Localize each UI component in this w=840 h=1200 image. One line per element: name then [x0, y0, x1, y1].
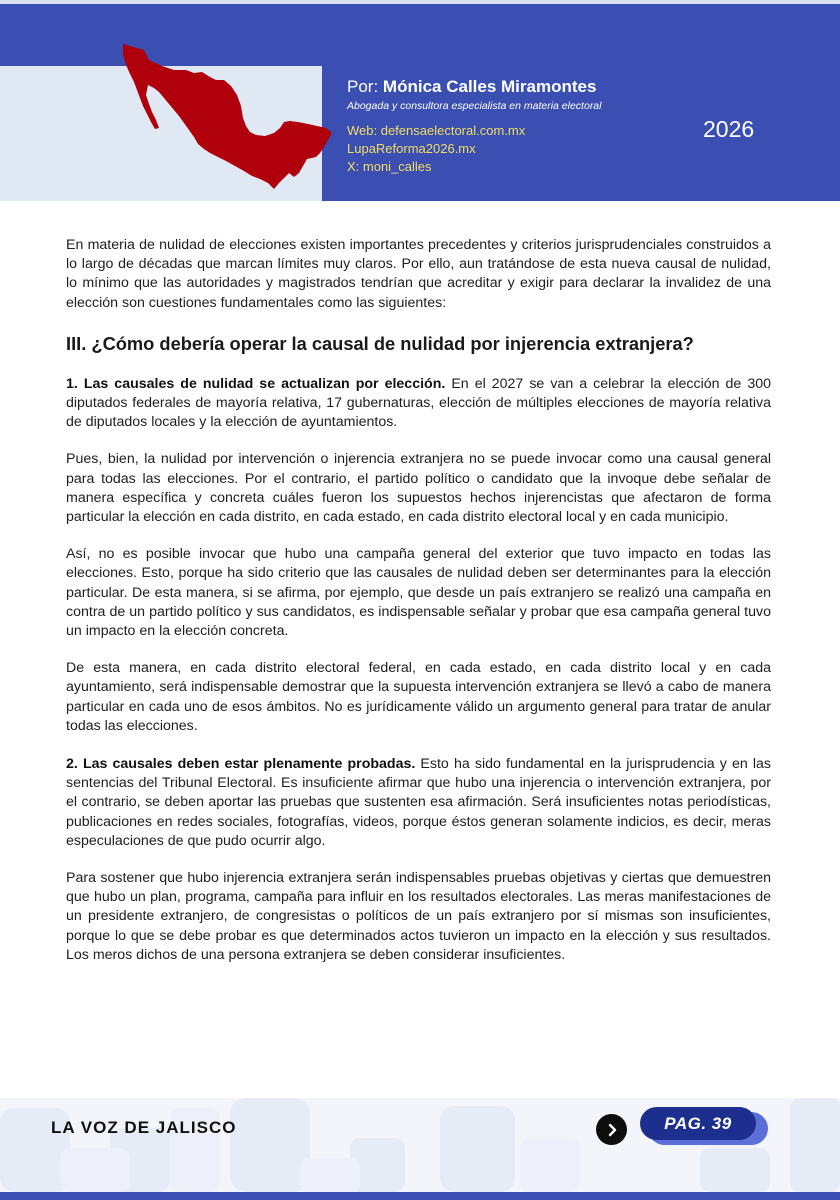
author-subtitle: Abogada y consultora especialista en materia electoral	[347, 100, 602, 112]
section-heading: III. ¿Cómo debería operar la causal de nulidad por injerencia extranjera?	[66, 332, 694, 354]
page-number-badge	[640, 1107, 756, 1140]
paragraph-3: Así, no es posible invocar que hubo una campaña general del exterior que tuvo impacto en todas las elecciones. Esto, porque ha sido criterio que las causales de nulidad deben ser determinantes para la elección particular. De esta manera, si se afirma, por ejemplo, que desde un país extranjero se realizó una campaña en contra de un partido político y sus candidatos, es indispensable señalar y probar que esa campaña general tuvo un impacto en la elección concreta.	[66, 546, 771, 640]
paragraph-6: Para sostener que hubo injerencia extranjera serán indispensables pruebas objetivas y ciertas que demuestren que hubo un plan, programa, campaña para influir en los resultados electorales. Las meras manifestaciones de un presidente extranjero, de congresistas o políticos de un país extranjero por sí mismas son insuficientes, porque lo que se debe probar es que determinados actos tuvieron un impacto en la elección y sus resultados. Los meros dichos de una persona extranjera se deben considerar insuficientes.	[66, 870, 771, 963]
paragraph-4: De esta manera, en cada distrito electoral federal, en cada estado, en cada distrito local y en cada ayuntamiento, será indispensable demostrar que la supuesta intervención extranjera se llevó a cabo de manera particular en cada uno de esos ámbitos. No es jurídicamente válido un argumento general para tratar de anular todas las elecciones.	[66, 660, 771, 734]
author-byline	[347, 76, 677, 98]
magazine-name: LA VOZ DE JALISCO	[51, 1118, 237, 1137]
intro-paragraph: En materia de nulidad de elecciones existen importantes precedentes y criterios jurisprudenciales construidos a lo largo de décadas que marcan límites muy claros. Por ello, aun tratándose de esta nueva causal de nulidad, lo mínimo que las autoridades y magistrados tendrían que acreditar y exigir para declarar la invalidez de una elección son cuestiones fundamentales como las siguientes:	[66, 237, 771, 311]
point-2-paragraph	[66, 755, 771, 851]
page-number: PAG. 39	[664, 1113, 732, 1133]
website-link[interactable]: Web: defensaelectoral.com.mx	[347, 123, 526, 138]
point-1-paragraph	[66, 375, 771, 433]
chevron-right-icon	[605, 1123, 619, 1137]
mexico-map-icon	[118, 40, 338, 195]
point-2-text: Esto ha sido fundamental en la jurisprudencia y en las sentencias del Tribunal Electoral. Es insuficiente afirmar que hubo una injerencia o intervención extranjera, por el contrario, se deben aportar las pruebas que sustenten esa afirmación. Será insuficientes notas periodísticas, publicaciones en redes sociales, fotografías, videos, porque éstos generan solamente indicios, es decir, meras especulaciones de que pudo ocurrir algo.	[66, 756, 771, 849]
page-header	[0, 4, 840, 201]
lupa-link[interactable]: LupaReforma2026.mx	[347, 141, 476, 156]
author-links	[347, 122, 677, 176]
edition-year: 2026	[703, 116, 755, 142]
byline-prefix: Por:	[347, 77, 379, 96]
next-page-button[interactable]	[596, 1114, 627, 1145]
point-1-text: En el 2027 se van a celebrar la elección de 300 diputados federales de mayoría relativa, 17 gubernaturas, elección de múltiples elecciones de mayoría relativa de diputados locales y la elección de ayuntamientos.	[66, 375, 771, 431]
paragraph-2: Pues, bien, la nulidad por intervención o injerencia extranjera no se puede invocar como una causal general para todas las elecciones. Por el contrario, el partido político o candidato que la invoque debe señalar de manera específica y concreta cuáles fueron los supuestos hechos injerencistas que afectaron de forma particular la elección en cada distrito, en cada estado, en cada distrito electoral local y en cada municipio.	[66, 451, 771, 526]
page-footer	[0, 1098, 840, 1200]
x-handle-link[interactable]: X: moni_calles	[347, 159, 432, 174]
footer-bottom-bar	[0, 1192, 840, 1200]
author-info	[347, 76, 677, 176]
point-1-title: 1. Las causales de nulidad se actualizan por elección.	[66, 375, 446, 392]
point-2-title: 2. Las causales deben estar plenamente probadas.	[66, 756, 416, 773]
article-body	[66, 236, 771, 965]
author-name: Mónica Calles Miramontes	[382, 77, 597, 96]
